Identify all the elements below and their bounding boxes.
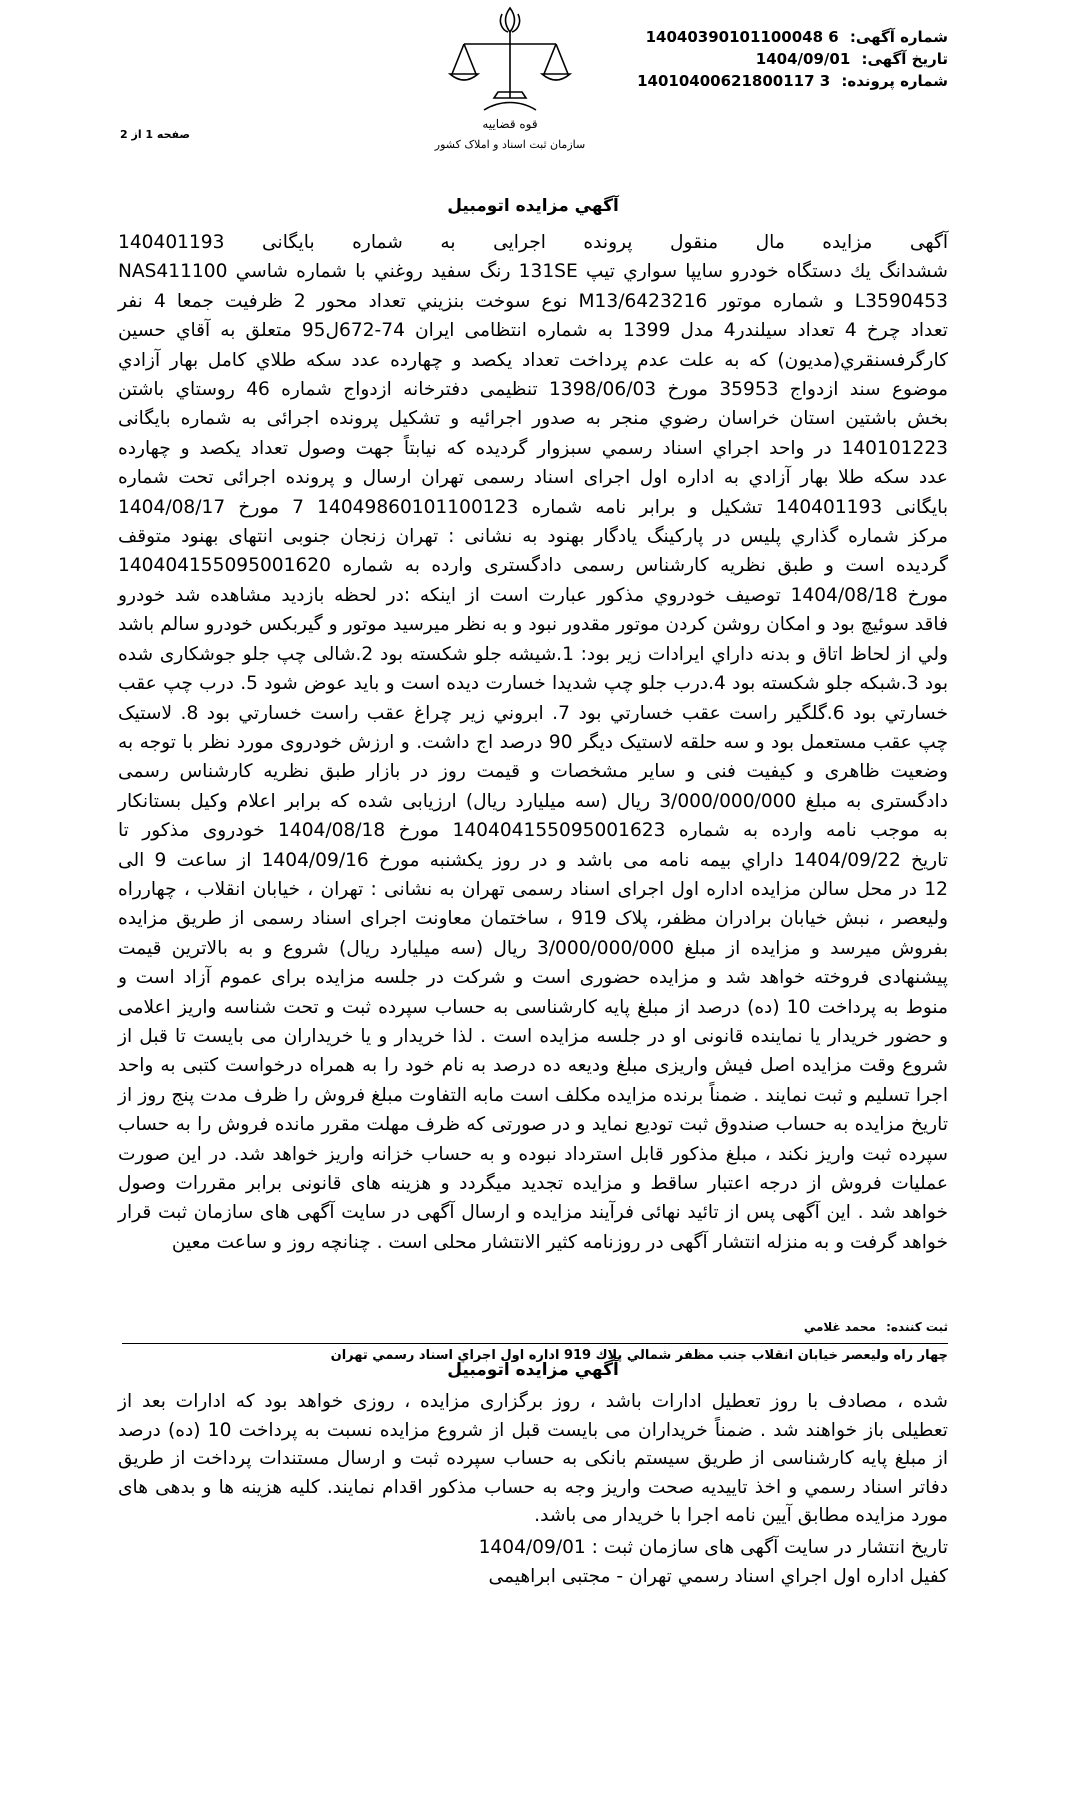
case-number-row — [637, 70, 948, 92]
text-line: تاريخ 1404/09/22 داراي بيمه نامه می باشد و در روز يكشنبه مورخ 1404/09/16 از ساعت 9 الی — [118, 849, 948, 871]
text-line: مركز شماره گذاري پليس در پاركينگ يادگار بهنود به نشانی : تهران زنجان جنوبی انتهای بهنود متوقف — [118, 526, 948, 548]
text-line: موضوع سند ازدواج 35953 مورخ 1398/06/03 تنظيمی دفترخانه ازدواج شماره 46 روستاي باشتن — [118, 379, 949, 401]
text-line: منوط به پرداخت 10 (ده) درصد از مبلغ پايه كارشناسی به حساب سپرده ثبت و تحت شناسه واريز اعلامی — [118, 996, 948, 1018]
notice-date-row — [637, 48, 948, 70]
text-line: تعطيلی باز خواهند شد . ضمناً خريداران می بايست قبل از شروع مزايده نسبت به پرداخت 10 (ده) درصد — [118, 1419, 948, 1441]
office-address: چهار راه وليعصر خيابان انقلاب جنب مظفر شمالي پلاك 919 اداره اول اجراي اسناد رسمي تهران — [330, 1348, 948, 1363]
text-line: چپ عقب مستعمل بود و سه حلقه لاستيک ديگر 90 درصد اج داشت. و ارزش خودروی مورد نظر با توجه به — [118, 731, 948, 753]
text-line: دفاتر اسناد رسمي و اخذ تاييديه صحت واريز وجه به حساب مذكور اقدام نمايند. كليه هزينه ها و بدهی های — [118, 1476, 948, 1498]
notice-title-continued: آگهي مزايده اتومبيل — [447, 1360, 619, 1380]
notice-date: 1404/09/01 — [755, 50, 851, 68]
text-line: خواهد گرفت و به منزله انتشار آگهی در روزنامه كثير الانتشار محلی است . چنانچه روز و ساعت معين — [171, 1231, 948, 1253]
notice-body-continued — [118, 1388, 948, 1531]
text-line: گرديده است و طبق نظريه كارشناس رسمی دادگستری وارده به شماره 140404155095001620 — [118, 555, 948, 577]
notice-number-label: شماره آگهی: — [849, 28, 948, 46]
notice-date-label: تاريخ آگهی: — [861, 50, 948, 68]
recorder-name: محمد غلامي — [803, 1320, 876, 1334]
notice-title: آگهي مزايده اتومبيل — [447, 196, 619, 216]
text-line: خسارتي بود 6.گلگير راست عقب خسارتي بود 7. ابروني زير چراغ عقب راست خسارتي بود 8. لاستيک — [118, 702, 949, 724]
text-line: دادگستری به مبلغ 3/000/000/000 ريال (سه ميليارد ريال) ارزيابی شده كه برابر اعلام وكيل بستانكار — [118, 790, 948, 812]
emblem-caption-judiciary: قوه قضاييه — [482, 117, 538, 131]
notice-meta — [637, 26, 948, 92]
emblem-caption-registration-org: سازمان ثبت اسناد و املاک کشور — [434, 138, 586, 151]
text-line: اجرا تسليم و ثبت نمايند . ضمناً برنده مزايده مكلف است مابه التفاوت مبلغ فروش را ظرف مدت پنج روز از — [118, 1084, 948, 1106]
text-line: فاقد سوئيچ بود و امكان روشن كردن موتور مقدور نبود و به نظر ميرسيد موتور و گيربكس خودرو سالم باشد — [118, 614, 948, 636]
text-line: شده ، مصادف با روز تعطيل ادارات باشد ، روز برگزاری مزايده ، روزی خواهد بود كه ادارات بعد از — [118, 1391, 948, 1412]
case-number-label: شماره پرونده: — [841, 72, 948, 90]
text-line: عدد سكه طلا بهار آزادي به اداره اول اجرای اسناد رسمی تهران ارسال و پرونده اجرائی تحت شماره — [118, 467, 948, 489]
text-line: از مبلغ پايه كارشناسی از طريق سيستم بانكی به حساب سپرده ثبت و ارسال مستندات پرداخت از طريق — [118, 1448, 948, 1469]
text-line: مورخ 1404/08/18 توصيف خودروي مذكور عبارت است از اينكه :در لحظه بازديد مشاهده شد خودرو — [118, 584, 948, 606]
page-number: صفحه 1 از 2 — [120, 128, 191, 141]
recorder — [798, 1320, 948, 1334]
text-line: شروع وقت مزايده اصل فيش واريزی مبلغ وديعه ده درصد به نام خود را به همراه درخواست كتبی به واحد — [118, 1055, 948, 1077]
judiciary-emblem-logo — [410, 2, 610, 162]
notice-number: 14040390101100048 6 — [645, 28, 839, 46]
recorder-label: ثبت كننده: — [886, 1320, 948, 1334]
case-number: 14010400621800117 3 — [637, 72, 831, 90]
text-line: مورد مزايده مطابق آيين نامه اجرا با خريدار می باشد. — [534, 1505, 948, 1526]
text-line: كارگرفسنقري(مديون) كه به علت عدم پرداخت تعداد يكصد و چهارده عدد سكه طلاي كامل بهار آزادي — [118, 349, 948, 371]
text-line: بخش باشتين استان خراسان رضوي منجر به صدور اجرائيه و تشكيل پرونده اجرائی به شماره بايگانی — [118, 408, 948, 430]
signature-line: كفيل اداره اول اجراي اسناد رسمي تهران - مجتبی ابراهيمی — [488, 1566, 948, 1587]
text-line: L3590453 و شماره موتور M13/6423216 نوع سوخت بنزيني تعداد محور 2 ظرفيت جمعا 4 نفر — [118, 290, 948, 312]
text-line: خواهد شد . اين آگهی پس از تائيد نهائی فرآيند مزايده و ارسال آگهی در سايت آگهی های سازمان ثبت قرار — [118, 1202, 948, 1224]
text-line: عمليات فروش از درجه اعتبار ساقط و مزايده تجديد ميگردد و هزينه های قانونی برابر مقررات وصول — [118, 1173, 948, 1194]
notice-number-row — [637, 26, 948, 48]
text-line: سپرده ثبت واريز نكند ، مبلغ مذكور قابل استرداد نبوده و به حساب خزانه واريز خواهد شد. در اين صورت — [118, 1143, 948, 1165]
text-line: تعداد چرخ 4 تعداد سيلندر4 مدل 1399 به شماره انتظامی ايران 74-672ل95 متعلق به آقاي حسين — [118, 320, 948, 342]
text-line: 12 در محل سالن مزايده اداره اول اجرای اسناد رسمی تهران به نشانی : تهران ، خيابان انقلاب ، چهارراه — [118, 878, 948, 900]
text-line: بود 3.شبكه جلو شكسته بود 4.درب جلو چپ شديدا خسارت ديده است و بايد عوض شود 5. درب چپ عقب — [118, 673, 948, 695]
text-line: وضعيت ظاهری و کيفيت فنی و ساير مشخصات و قيمت روز در بازار طبق نظريه كارشناس رسمی — [118, 761, 948, 783]
text-line: بفروش ميرسد و مزايده از مبلغ 3/000/000/000 ريال (سه ميليارد ريال) شروع و به بالاترين قيمت — [118, 937, 948, 959]
text-line: ولي از لحاظ اتاق و بدنه داراي ايرادات زير بود: 1.شيشه جلو شكسته بود 2.شالی چپ جلو جوشكاری شده — [118, 643, 948, 665]
notice-body — [118, 228, 948, 1257]
text-line: تاريخ مزايده به حساب صندوق ثبت توديع نمايد و در صورتی كه ظرف مهلت مقرر مانده فروش را به حساب — [118, 1114, 948, 1136]
text-line: وليعصر ، نبش خيابان برادران مظفر، پلاک 919 ، ساختمان معاونت اجرای اسناد رسمی از طريق مزايده — [118, 908, 948, 930]
text-line: بايگانی 140401193 تشكيل و برابر نامه شماره 14049860101100123 7 مورخ 1404/08/17 — [118, 496, 948, 518]
divider-line — [122, 1343, 948, 1344]
text-line: آگهی مزایده مال منقول پرونده اجرایی به شماره بایگانی 140401193 — [118, 232, 948, 253]
text-line: پيشنهادی فروخته خواهد شد و مزايده حضوری است و شرکت در جلسه مزايده برای عموم آزاد است و — [118, 967, 948, 989]
text-line: ششدانگ يك دستگاه خودرو سايپا سواري تيپ 131SE رنگ سفيد روغني با شماره شاسي NAS411100 — [118, 261, 948, 283]
text-line: به موجب نامه وارده به شماره 140404155095001623 مورخ 1404/08/18 خودروی مذكور تا — [118, 820, 948, 842]
text-line: و حضور خريدار يا نماينده قانونی او در جلسه مزايده است . لذا خريدار و يا خريداران می بايست تا قبل از — [118, 1025, 948, 1047]
text-line: 140101223 در واحد اجراي اسناد رسمي سبزوار گرديده كه نيابتاً جهت وصول تعداد يكصد و چهارده — [118, 437, 948, 459]
publish-date-line: تاريخ انتشار در سايت آگهی های سازمان ثبت : 1404/09/01 — [478, 1537, 948, 1558]
